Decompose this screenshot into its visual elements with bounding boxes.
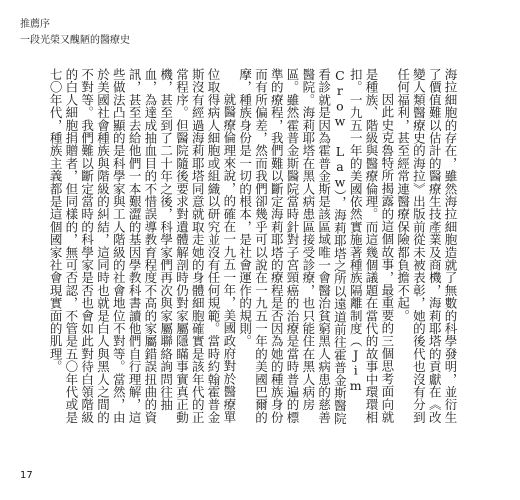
section-title: 推薦序 (20, 19, 50, 30)
chapter-subtitle: 一段光榮又醜陋的醫療史 (20, 35, 130, 46)
paragraph: 海拉細胞的存在，雖然海拉細胞造就了無數的科學發明，並衍生了價值難以估計的醫療生技產業及商機，海莉耶塔的貢獻在《改變人類醫療史的海拉》出版前從未被表彰，她的後代也沒有分到任何福利，甚至經常連醫療保險都負擔不起。 (395, 68, 458, 424)
paragraph: 就醫療倫理來說，的確在一九五一年，美國政府對於醫療單位取得病人細胞或組織以研究並沒有任何規範。當時約翰霍普金斯沒有經過海莉耶塔同意就取走她的身體細胞確實是該年代的正常程序。但醫院隨後要求對遺體解剖時仍對家屬隱瞞事實真正動機，甚至到了二十年之後，科學家們再次與家屬聯絡詢問往抽血，為達成抽血目的不惜誤導教育程度不高的家屬錯誤扭曲的資訊，甚至去給他們一本艱澀的基因學教科書讀他們自行理解，這些做法凸顯的是科學家與工人階級的社會地位不對等。當然，由於美國社會種族與階級的糾結，這同時也就是白人與黑人之間的不對等。我們難以斷定當時的科學家是否也會如此對待白領階級的白人細胞捐贈者，但同樣的，無可否認，不管是五〇年代或是七〇年代，種族主義都是這個國家社會現實面的肌理。 (48, 68, 237, 424)
paragraph: 因此史克魯特所揭露的這個故事，最重要的三個思考面向就是種族、階級與醫療倫理。而這幾個議題在當代的故事中環環相扣。一九五一年的美國依然實施著種族隔離制度（Jim Crow Law），海莉耶塔之所以遠道前往霍普金斯醫院看診就是因為霍普金斯是該區域唯一會醫治貧窮黑人病患的慈善醫院。海莉耶塔在黑人病患區接受診療，也只能住在黑人病房區。雖然霍普金斯醫院當時針對子宮頸癌的治療是當時普遍的標準的療程，我們難以斷定海莉耶塔的療程是否因為她的種族身份而有所偏差，然而我們卻幾乎可以說在一九五一年的美國巴爾的摩，種族身份是一切的根本，是社會運作的規則。 (237, 68, 395, 425)
body-text (47, 68, 458, 428)
page-number: 17 (20, 470, 33, 481)
running-header (20, 18, 130, 48)
